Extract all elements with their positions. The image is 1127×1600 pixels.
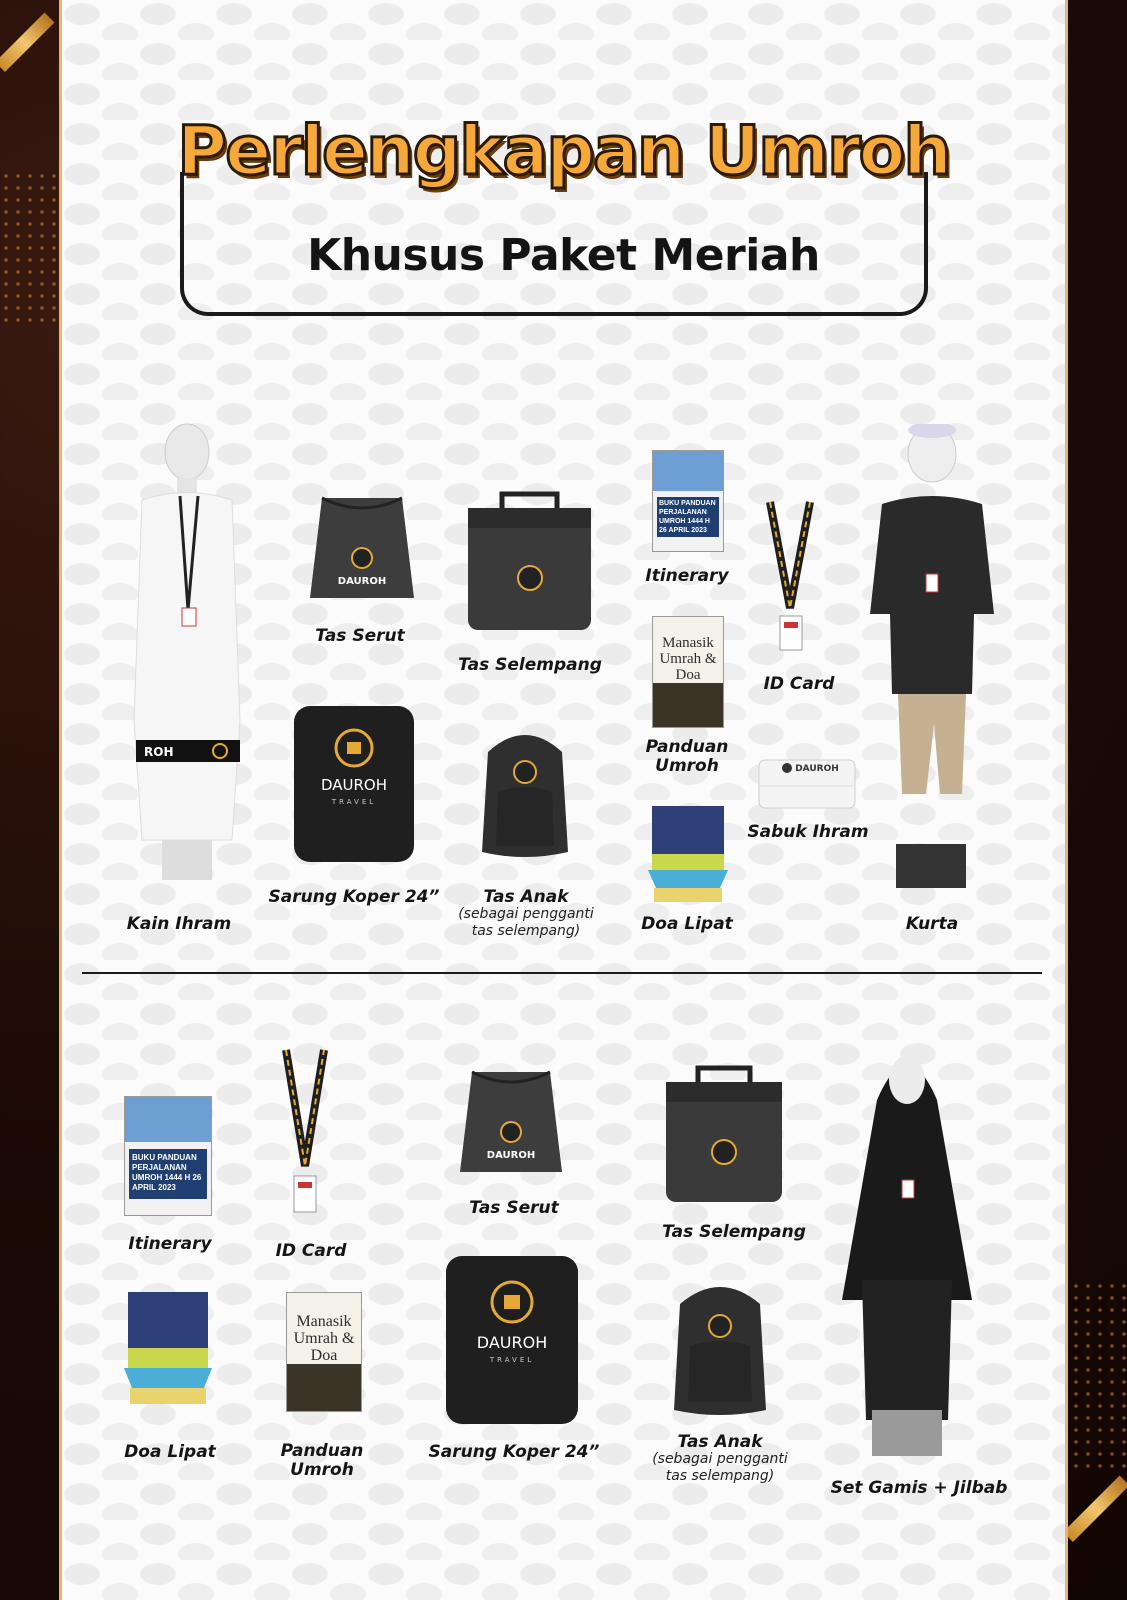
svg-text:DAUROH: DAUROH bbox=[320, 776, 388, 794]
panduan-umroh-book bbox=[652, 616, 724, 728]
doa-lipat-item-2 bbox=[122, 1290, 214, 1408]
tas-anak-note-2: (sebagai pengganti tas selempang) bbox=[652, 1451, 788, 1484]
itinerary-label-2: Itinerary bbox=[128, 1234, 212, 1254]
right-dot-pattern bbox=[1070, 1280, 1127, 1470]
tas-serut-item-2 bbox=[452, 1062, 570, 1182]
right-gold-stripe bbox=[1063, 1475, 1127, 1541]
luggage-cover-image-2 bbox=[444, 1254, 580, 1426]
page-title: Perlengkapan Umroh bbox=[177, 112, 950, 191]
kain-ihram-item bbox=[122, 420, 252, 890]
itinerary-cover-text: BUKU PANDUAN PERJALANAN UMROH 1444 H 26 APRIL 2023 bbox=[659, 500, 716, 534]
manasik-cover-text: Manasik Umrah & Doa bbox=[659, 635, 717, 683]
sabuk-ihram-item bbox=[757, 756, 857, 812]
left-dot-pattern bbox=[0, 170, 60, 330]
luggage-cover-image bbox=[292, 704, 416, 864]
tas-selempang-label-2: Tas Selempang bbox=[662, 1222, 806, 1242]
tas-anak-item bbox=[470, 722, 580, 862]
sarung-koper-item-2 bbox=[444, 1254, 580, 1426]
tas-selempang-item bbox=[462, 488, 597, 636]
sarung-koper-label: Sarung Koper 24” bbox=[268, 887, 440, 907]
kain-ihram-image bbox=[122, 420, 252, 890]
kurta-image bbox=[862, 424, 1002, 904]
id-card-item bbox=[762, 498, 818, 664]
kurta-label: Kurta bbox=[905, 914, 959, 934]
panduan-umroh-book-2 bbox=[286, 1292, 362, 1412]
tas-serut-label-2: Tas Serut bbox=[469, 1198, 559, 1218]
doa-lipat-item bbox=[646, 804, 730, 906]
left-gold-stripe bbox=[0, 13, 54, 72]
svg-text:DAUROH: DAUROH bbox=[476, 1333, 548, 1352]
content-card bbox=[62, 0, 1065, 1600]
gamis-jilbab-image bbox=[832, 1040, 982, 1460]
kurta-item bbox=[862, 424, 1002, 904]
tas-anak-label: Tas Anak bbox=[483, 887, 569, 907]
tas-anak-item-2 bbox=[662, 1274, 778, 1420]
tas-serut-label: Tas Serut bbox=[315, 626, 405, 646]
kain-ihram-label: Kain Ihram bbox=[126, 914, 232, 934]
backpack-image-2 bbox=[662, 1274, 778, 1420]
svg-text:ROH: ROH bbox=[144, 745, 174, 759]
svg-text:TRAVEL: TRAVEL bbox=[489, 1356, 535, 1364]
id-card-item-2 bbox=[278, 1046, 332, 1222]
shoulder-bag-image bbox=[462, 488, 597, 636]
sarung-koper-label-2: Sarung Koper 24” bbox=[428, 1442, 600, 1462]
tas-selempang-item-2 bbox=[660, 1062, 788, 1208]
tas-selempang-label: Tas Selempang bbox=[458, 655, 602, 675]
itinerary-booklet-2 bbox=[124, 1096, 212, 1216]
itinerary-booklet bbox=[652, 450, 724, 552]
drawstring-bag-image-2 bbox=[452, 1062, 570, 1182]
panduan-umroh-label-2: Panduan Umroh bbox=[280, 1441, 364, 1480]
panduan-umroh-label: Panduan Umroh bbox=[645, 737, 729, 776]
backpack-image bbox=[470, 722, 580, 862]
gamis-jilbab-label: Set Gamis + Jilbab bbox=[830, 1478, 1008, 1498]
sarung-koper-item bbox=[292, 704, 416, 864]
tas-anak-note: (sebagai pengganti tas selempang) bbox=[458, 906, 594, 939]
folded-prayer-card-image bbox=[646, 804, 730, 906]
doa-lipat-label-2: Doa Lipat bbox=[124, 1442, 216, 1462]
itinerary-cover-text-2: BUKU PANDUAN PERJALANAN UMROH 1444 H 26 APRIL 2023 bbox=[132, 1153, 202, 1192]
svg-text:DAUROH: DAUROH bbox=[795, 764, 839, 774]
gamis-jilbab-item bbox=[832, 1040, 982, 1460]
lanyard-image bbox=[762, 498, 818, 664]
page-subtitle: Khusus Paket Meriah bbox=[307, 230, 820, 281]
manasik-cover-text-2: Manasik Umrah & Doa bbox=[293, 1313, 355, 1364]
id-card-label: ID Card bbox=[763, 674, 835, 694]
tas-serut-item bbox=[302, 488, 422, 608]
folded-prayer-card-image-2 bbox=[122, 1290, 214, 1408]
shoulder-bag-image-2 bbox=[660, 1062, 788, 1208]
sabuk-ihram-label: Sabuk Ihram bbox=[747, 822, 869, 842]
svg-text:DAUROH: DAUROH bbox=[337, 576, 387, 587]
svg-text:DAUROH: DAUROH bbox=[486, 1150, 536, 1161]
itinerary-label: Itinerary bbox=[645, 566, 729, 586]
id-card-label-2: ID Card bbox=[275, 1241, 347, 1261]
drawstring-bag-image bbox=[302, 488, 422, 608]
belt-pouch-image bbox=[757, 756, 857, 812]
tas-anak-label-2: Tas Anak bbox=[677, 1432, 763, 1452]
svg-text:TRAVEL: TRAVEL bbox=[331, 798, 377, 806]
doa-lipat-label: Doa Lipat bbox=[641, 914, 733, 934]
lanyard-image-2 bbox=[278, 1046, 332, 1222]
section-divider bbox=[82, 972, 1042, 974]
